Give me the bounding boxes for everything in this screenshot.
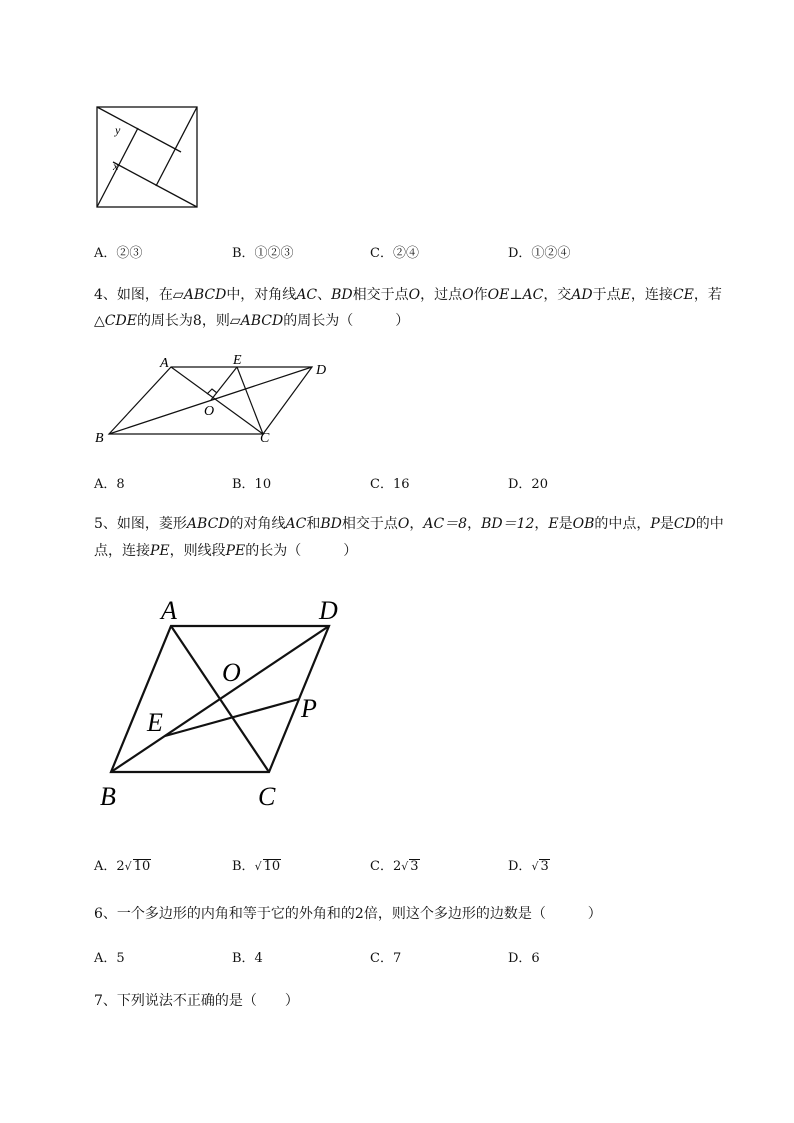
- label-o: O: [204, 404, 215, 419]
- q4-option-c[interactable]: C．16: [370, 477, 410, 492]
- segment-pe: [165, 699, 299, 736]
- label-a: A: [160, 356, 169, 371]
- label-p: P: [301, 694, 317, 723]
- q4-option-b[interactable]: B．10: [232, 477, 272, 492]
- label-e: E: [147, 708, 163, 737]
- label-d: D: [316, 363, 327, 378]
- segment: [156, 107, 197, 186]
- q4-line-2: △CDE的周长为8，则▱ABCD的周长为（ ）: [94, 313, 410, 329]
- q4-line-1: 4、如图，在▱ABCD中，对角线AC、BD相交于点O，过点O作OE⊥AC，交AD于点E，连接CE，若: [94, 287, 722, 303]
- q3-options: [94, 242, 714, 264]
- q5-line-1: 5、如图，菱形ABCD的对角线AC和BD相交于点O，AC＝8，BD＝12，E是OB的中点，P是CD的中: [94, 516, 724, 532]
- label-b: B: [95, 431, 104, 446]
- q5-option-a[interactable]: A．2√ 10: [94, 859, 151, 874]
- q3-figure: [90, 100, 205, 215]
- q3-option-b[interactable]: B．①②③: [232, 246, 294, 261]
- q3-option-d[interactable]: D．①②④: [508, 246, 571, 261]
- q5-option-d[interactable]: D．√ 3: [508, 859, 549, 874]
- segment: [113, 162, 197, 207]
- segment: [97, 107, 181, 152]
- q6-option-c[interactable]: C．7: [370, 951, 402, 966]
- q4-option-a[interactable]: A．8: [94, 477, 125, 492]
- q5-option-c[interactable]: C．2√ 3: [370, 859, 419, 874]
- diagonal-ac: [171, 367, 263, 434]
- q5-option-b[interactable]: B．√ 10: [232, 859, 281, 874]
- label-d: D: [319, 596, 338, 625]
- outer-square: [97, 107, 197, 207]
- q5-line-2: 点，连接PE，则线段PE的长为（ ）: [94, 543, 358, 559]
- q6-option-a[interactable]: A．5: [94, 951, 125, 966]
- label-c: C: [258, 782, 276, 811]
- q6-option-d[interactable]: D．6: [508, 951, 540, 966]
- label-x: x: [113, 159, 119, 173]
- right-angle-mark: [207, 389, 217, 394]
- label-a: A: [161, 596, 177, 625]
- segment-oe: [211, 367, 237, 400]
- q4-options: [94, 473, 714, 495]
- q6-options: [94, 947, 714, 969]
- q5-options: [94, 855, 714, 877]
- label-o: O: [222, 658, 241, 687]
- q6-question: 6、一个多边形的内角和等于它的外角和的2倍，则这个多边形的边数是（ ）: [94, 906, 602, 922]
- q6-option-b[interactable]: B．4: [232, 951, 263, 966]
- label-e: E: [233, 353, 242, 368]
- q3-option-c[interactable]: C．②④: [370, 246, 419, 261]
- label-b: B: [100, 782, 116, 811]
- q4-option-d[interactable]: D．20: [508, 477, 548, 492]
- q5-figure: [95, 590, 360, 815]
- label-y: y: [115, 123, 121, 137]
- q4-figure: [90, 350, 340, 450]
- q7-question: 7、下列说法不正确的是（ ）: [94, 993, 299, 1009]
- label-c: C: [260, 431, 270, 446]
- q3-option-a[interactable]: A．②③: [94, 246, 143, 261]
